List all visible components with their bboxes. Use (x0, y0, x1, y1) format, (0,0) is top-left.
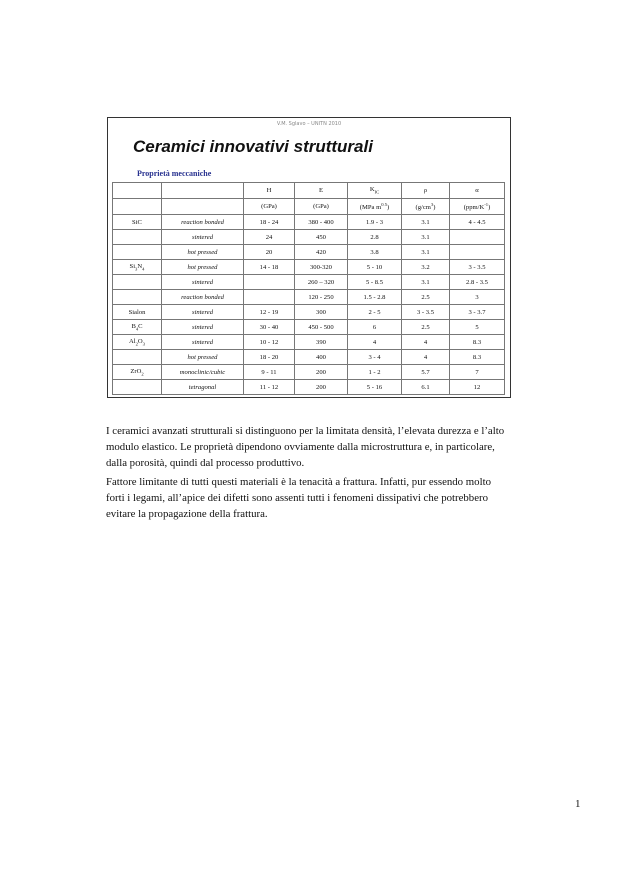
material-cell (113, 290, 162, 305)
value-cell: 420 (295, 245, 348, 260)
value-cell: 18 - 20 (244, 350, 295, 365)
slide-subtitle: Proprietà meccaniche (137, 169, 212, 178)
value-cell (244, 290, 295, 305)
process-cell: reaction bonded (162, 290, 244, 305)
value-cell: 400 (295, 350, 348, 365)
process-cell: sintered (162, 305, 244, 320)
value-cell: 200 (295, 365, 348, 380)
process-cell: sintered (162, 230, 244, 245)
value-cell: 6.1 (402, 380, 450, 395)
value-cell: 4 (402, 350, 450, 365)
material-cell (113, 275, 162, 290)
value-cell: 10 - 12 (244, 335, 295, 350)
table-row (113, 260, 505, 275)
table-row (113, 380, 505, 395)
process-cell: sintered (162, 335, 244, 350)
header-toughness: $K_{IC}$ (348, 183, 402, 199)
value-cell: 450 (295, 230, 348, 245)
header-cell-empty (162, 199, 244, 215)
value-cell: 24 (244, 230, 295, 245)
value-cell: 6 (348, 320, 402, 335)
value-cell: 3.1 (402, 215, 450, 230)
table-row (113, 365, 505, 380)
value-cell: 390 (295, 335, 348, 350)
material-cell (113, 245, 162, 260)
header-density: ρ (402, 183, 450, 199)
value-cell: 2.8 - 3.5 (450, 275, 505, 290)
unit-hardness: (GPa) (244, 199, 295, 215)
slide-title: Ceramici innovativi strutturali (133, 137, 373, 156)
body-paragraph-1: I ceramici avanzati strutturali si distinguono per la limitata densità, l’elevata durezza e l’alto modulo elastico. Le proprietà dipendono ovviamente dalla microstruttura e, in particolare, dalla porosità, quindi dal processo produttivo. (106, 425, 505, 469)
process-cell: hot pressed (162, 260, 244, 275)
value-cell: 30 - 40 (244, 320, 295, 335)
header-expansion: α (450, 183, 505, 199)
unit-expansion: $(ppm/K^{-1})$ (450, 199, 505, 215)
material-cell: SiC (113, 215, 162, 230)
header-modulus: E (295, 183, 348, 199)
table-row (113, 335, 505, 350)
value-cell: 8.3 (450, 350, 505, 365)
value-cell: 3.1 (402, 245, 450, 260)
value-cell (244, 275, 295, 290)
value-cell: 200 (295, 380, 348, 395)
process-cell: hot pressed (162, 350, 244, 365)
material-cell (113, 350, 162, 365)
value-cell: 2.5 (402, 290, 450, 305)
value-cell: 1.9 - 3 (348, 215, 402, 230)
value-cell: 14 - 18 (244, 260, 295, 275)
table-row (113, 215, 505, 230)
value-cell: 8.3 (450, 335, 505, 350)
value-cell: 5 - 16 (348, 380, 402, 395)
value-cell: 5 (450, 320, 505, 335)
unit-modulus: (GPa) (295, 199, 348, 215)
page-number: 1 (575, 798, 581, 810)
process-cell: sintered (162, 275, 244, 290)
process-cell: reaction bonded (162, 215, 244, 230)
process-cell: tetragonal (162, 380, 244, 395)
value-cell: 12 (450, 380, 505, 395)
value-cell: 4 - 4.5 (450, 215, 505, 230)
value-cell: 11 - 12 (244, 380, 295, 395)
material-cell: $Si_3N_4$ (113, 260, 162, 275)
unit-toughness: (MPa $m^{0.5}$) (348, 199, 402, 215)
table-row (113, 275, 505, 290)
table-header-row-symbols (113, 183, 505, 199)
value-cell: 4 (402, 335, 450, 350)
table-header-row-units (113, 199, 505, 215)
value-cell: 2.5 (402, 320, 450, 335)
value-cell: 3.8 (348, 245, 402, 260)
table-row (113, 230, 505, 245)
value-cell: 3 (450, 290, 505, 305)
value-cell: 7 (450, 365, 505, 380)
value-cell: 3 - 3.5 (450, 260, 505, 275)
value-cell (450, 245, 505, 260)
unit-density: $(g/cm^3)$ (402, 199, 450, 215)
header-cell-empty (113, 199, 162, 215)
table-row (113, 350, 505, 365)
value-cell: 3.1 (402, 275, 450, 290)
value-cell: 5 - 10 (348, 260, 402, 275)
header-hardness: H (244, 183, 295, 199)
properties-table (112, 182, 505, 395)
value-cell: 9 - 11 (244, 365, 295, 380)
value-cell: 2 - 5 (348, 305, 402, 320)
table-row (113, 245, 505, 260)
table-row (113, 320, 505, 335)
value-cell: 380 - 400 (295, 215, 348, 230)
value-cell: 1.5 - 2.8 (348, 290, 402, 305)
value-cell: 18 - 24 (244, 215, 295, 230)
value-cell: 5 - 8.5 (348, 275, 402, 290)
value-cell: 450 - 500 (295, 320, 348, 335)
value-cell: 3 - 3.7 (450, 305, 505, 320)
table-row (113, 305, 505, 320)
material-cell (113, 380, 162, 395)
value-cell: 3 - 3.5 (402, 305, 450, 320)
value-cell: 3.2 (402, 260, 450, 275)
process-cell: sintered (162, 320, 244, 335)
value-cell: 3 - 4 (348, 350, 402, 365)
material-cell: ZrO$_2$ (113, 365, 162, 380)
table-row (113, 290, 505, 305)
process-cell: hot pressed (162, 245, 244, 260)
body-paragraph-2: Fattore limitante di tutti questi materiali è la tenacità a frattura. Infatti, pur essendo molto forti i legami, all’apice dei difetti sono assenti tutti i fenomeni dissipativi che potrebbero evitare la propagazione della frattura. (106, 476, 491, 520)
value-cell: 260 – 320 (295, 275, 348, 290)
value-cell: 4 (348, 335, 402, 350)
header-cell-empty (113, 183, 162, 199)
material-cell: Sialon (113, 305, 162, 320)
header-cell-empty (162, 183, 244, 199)
material-cell: $B_4C$ (113, 320, 162, 335)
value-cell: 1 - 2 (348, 365, 402, 380)
slide-header: V.M. Sglavo – UNITN 2010 (276, 121, 342, 127)
slide-frame (107, 117, 511, 398)
value-cell: 5.7 (402, 365, 450, 380)
process-cell: monoclinic/cubic (162, 365, 244, 380)
value-cell: 2.8 (348, 230, 402, 245)
value-cell: 20 (244, 245, 295, 260)
value-cell: 120 - 250 (295, 290, 348, 305)
material-cell (113, 230, 162, 245)
material-cell: $Al_2O_3$ (113, 335, 162, 350)
value-cell: 300 (295, 305, 348, 320)
value-cell: 300-320 (295, 260, 348, 275)
value-cell: 3.1 (402, 230, 450, 245)
value-cell: 12 - 19 (244, 305, 295, 320)
value-cell (450, 230, 505, 245)
